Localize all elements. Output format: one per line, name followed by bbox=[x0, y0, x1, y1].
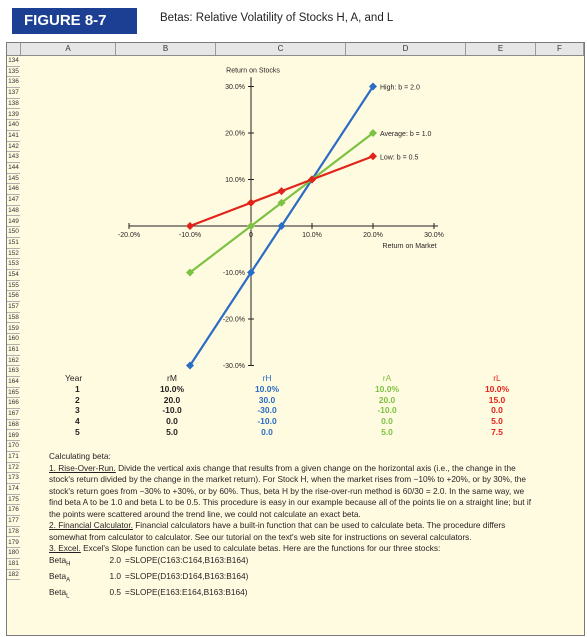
table-year: 5 bbox=[75, 426, 80, 437]
year-header: Year bbox=[65, 373, 83, 383]
row-header[interactable]: 181 bbox=[7, 559, 20, 570]
table-header: rA bbox=[382, 373, 392, 383]
beta-row bbox=[49, 587, 539, 603]
row-header[interactable]: 156 bbox=[7, 291, 20, 302]
row-header[interactable]: 162 bbox=[7, 356, 20, 367]
beta-formulas bbox=[49, 555, 539, 603]
step-3-text: Excel's Slope function can be used to calculate betas. Here are the functions for our three stocks: bbox=[80, 543, 441, 553]
row-header[interactable]: 174 bbox=[7, 484, 20, 495]
x-tick-label: 0 bbox=[249, 232, 253, 239]
row-header[interactable]: 137 bbox=[7, 88, 20, 99]
table-cell: 10.0% bbox=[254, 384, 280, 394]
table-cell: 20.0 bbox=[163, 394, 181, 405]
column-header-b[interactable]: B bbox=[116, 43, 216, 55]
row-header[interactable]: 142 bbox=[7, 142, 20, 153]
x-tick-label: 30.0% bbox=[424, 232, 444, 239]
beta-value: 1.0 bbox=[109, 570, 121, 581]
table-cell: -30.0 bbox=[257, 405, 277, 416]
beta-value: 0.5 bbox=[109, 586, 121, 597]
column-header-c[interactable]: C bbox=[216, 43, 346, 55]
calc-step-2 bbox=[49, 520, 539, 543]
table-cell: 7.5 bbox=[491, 426, 503, 437]
row-header[interactable]: 150 bbox=[7, 227, 20, 238]
row-header[interactable]: 143 bbox=[7, 152, 20, 163]
row-header[interactable]: 161 bbox=[7, 345, 20, 356]
table-cell: 0.0 bbox=[166, 416, 178, 427]
beta-chart bbox=[21, 56, 583, 370]
row-header[interactable]: 159 bbox=[7, 324, 20, 335]
row-header[interactable]: 146 bbox=[7, 184, 20, 195]
table-cell: 10.0% bbox=[159, 384, 185, 394]
row-header[interactable]: 180 bbox=[7, 548, 20, 559]
data-point bbox=[186, 222, 194, 230]
row-header[interactable]: 139 bbox=[7, 110, 20, 121]
beta-value: 2.0 bbox=[109, 554, 121, 565]
table-cell: 0.0 bbox=[381, 416, 393, 427]
figure-tag: FIGURE 8-7 bbox=[12, 8, 137, 34]
row-header[interactable]: 138 bbox=[7, 99, 20, 110]
beta-label: Beta$_H$ bbox=[49, 554, 71, 568]
calc-heading: Calculating beta: bbox=[49, 451, 111, 461]
row-header[interactable]: 178 bbox=[7, 527, 20, 538]
series-label: Low: b = 0.5 bbox=[380, 154, 419, 162]
data-point bbox=[278, 187, 286, 195]
row-header[interactable]: 160 bbox=[7, 334, 20, 345]
x-axis-title: Return on Market bbox=[382, 243, 437, 250]
table-cell: 5.0 bbox=[381, 426, 393, 437]
series-label: High: b = 2.0 bbox=[380, 84, 420, 92]
table-header: rM bbox=[167, 373, 177, 383]
row-header[interactable]: 141 bbox=[7, 131, 20, 142]
figure-caption: Betas: Relative Volatility of Stocks H, A, and L bbox=[160, 12, 394, 24]
row-header[interactable]: 149 bbox=[7, 217, 20, 228]
row-header[interactable]: 170 bbox=[7, 441, 20, 452]
row-header[interactable]: 176 bbox=[7, 505, 20, 516]
x-tick-label: 10.0% bbox=[302, 232, 322, 239]
y-tick-label: -30.0% bbox=[222, 363, 245, 370]
row-header[interactable]: 163 bbox=[7, 366, 20, 377]
beta-row bbox=[49, 571, 539, 587]
series-label: Average: b = 1.0 bbox=[380, 131, 432, 138]
beta-label: Beta$_A$ bbox=[49, 570, 71, 584]
row-header[interactable]: 136 bbox=[7, 77, 20, 88]
table-cell: 0.0 bbox=[261, 426, 273, 437]
beta-formula: =SLOPE(E163:E164,B163:B164) bbox=[125, 586, 248, 597]
chart-area bbox=[21, 56, 583, 370]
table-year: 1 bbox=[75, 384, 80, 394]
table-year: 4 bbox=[75, 416, 80, 427]
row-header[interactable]: 134 bbox=[7, 56, 20, 67]
row-header[interactable]: 172 bbox=[7, 463, 20, 474]
step-2-text: Financial calculators have a built-in function that can be used to calculate beta. The procedure differs somewhat from calculator to calculator. See our tutorial on the text's web site for instructions on several calculators. bbox=[49, 520, 506, 542]
y-tick-label: 10.0% bbox=[225, 177, 245, 184]
table-cell: 15.0 bbox=[488, 394, 506, 405]
beta-label: Beta$_L$ bbox=[49, 586, 70, 600]
table-cell: 5.0 bbox=[491, 416, 503, 427]
row-header[interactable]: 167 bbox=[7, 409, 20, 420]
row-header[interactable]: 151 bbox=[7, 238, 20, 249]
table-header: rL bbox=[493, 373, 501, 383]
row-header[interactable]: 147 bbox=[7, 195, 20, 206]
table-header: rH bbox=[262, 373, 272, 383]
calc-step-3 bbox=[49, 543, 539, 555]
y-tick-label: -20.0% bbox=[222, 316, 245, 324]
table-cell: 5.0 bbox=[166, 426, 178, 437]
row-header[interactable]: 164 bbox=[7, 377, 20, 388]
row-header[interactable]: 140 bbox=[7, 120, 20, 131]
row-header[interactable]: 148 bbox=[7, 206, 20, 217]
table-cell: 30.0 bbox=[258, 394, 276, 405]
row-header[interactable]: 153 bbox=[7, 259, 20, 270]
row-header[interactable]: 155 bbox=[7, 281, 20, 292]
row-header[interactable]: 165 bbox=[7, 388, 20, 399]
row-header[interactable]: 157 bbox=[7, 302, 20, 313]
y-tick-label: 30.0% bbox=[225, 84, 245, 91]
table-cell: -10.0 bbox=[162, 405, 182, 416]
x-tick-label: -20.0% bbox=[117, 232, 141, 239]
table-cell: -10.0 bbox=[377, 405, 397, 416]
data-point bbox=[247, 199, 255, 207]
row-header[interactable]: 166 bbox=[7, 398, 20, 409]
row-header[interactable]: 154 bbox=[7, 270, 20, 281]
table-cell: 10.0% bbox=[374, 384, 400, 394]
row-header[interactable]: 169 bbox=[7, 431, 20, 442]
step-1-text: Divide the vertical axis change that results from a given change on the horizontal axis (i.e., the change in the stock's return divided by the change in the market return). For Stock H, when the market rises from −10% to +20%, or by 30%, the stock's return goes from −30% to +30%, or by 60%. Thus, beta H by the rise-over-run method is 60/30 = 2.0. In the same way, we find beta A to be 1.0 and beta L to be 0.5. This procedure is easy in our example because all of the points lie on a straight line; but if the points were scattered around the trend line, we could not calculate an exact beta. bbox=[49, 462, 531, 519]
row-header[interactable]: 177 bbox=[7, 516, 20, 527]
data-point bbox=[369, 152, 377, 160]
step-3-label: 3. Excel. bbox=[49, 543, 81, 553]
y-tick-label: -10.0% bbox=[222, 270, 245, 277]
corner-cell[interactable] bbox=[7, 43, 21, 55]
spreadsheet bbox=[6, 42, 585, 636]
y-tick-label: 20.0% bbox=[225, 130, 245, 138]
column-header-a[interactable]: A bbox=[21, 43, 116, 55]
chart-title: Return on Stocks bbox=[226, 67, 280, 75]
row-header[interactable]: 173 bbox=[7, 473, 20, 484]
table-year: 3 bbox=[75, 405, 80, 416]
row-header[interactable]: 144 bbox=[7, 163, 20, 174]
step-1-label: 1. Rise-Over-Run. bbox=[49, 462, 116, 473]
column-header-e[interactable]: E bbox=[466, 43, 536, 55]
beta-formula: =SLOPE(D163:D164,B163:B164) bbox=[125, 570, 249, 581]
beta-row bbox=[49, 555, 539, 571]
row-header[interactable]: 158 bbox=[7, 313, 20, 324]
column-header-f[interactable]: F bbox=[536, 43, 584, 55]
x-tick-label: 20.0% bbox=[363, 232, 383, 239]
row-header[interactable]: 145 bbox=[7, 174, 20, 185]
row-header[interactable]: 152 bbox=[7, 249, 20, 260]
row-header[interactable]: 168 bbox=[7, 420, 20, 431]
table-cell: -10.0 bbox=[257, 416, 277, 427]
row-header[interactable]: 171 bbox=[7, 452, 20, 463]
column-headers bbox=[7, 43, 584, 56]
row-header[interactable]: 179 bbox=[7, 538, 20, 549]
step-2-label: 2. Financial Calculator. bbox=[49, 520, 133, 530]
figure-header bbox=[0, 0, 587, 40]
row-header[interactable]: 135 bbox=[7, 67, 20, 78]
table-year: 2 bbox=[75, 394, 80, 405]
row-header[interactable]: 175 bbox=[7, 495, 20, 506]
calculation-notes bbox=[49, 451, 539, 603]
x-tick-label: -10.0% bbox=[178, 232, 202, 239]
beta-formula: =SLOPE(C163:C164,B163:B164) bbox=[125, 554, 249, 565]
table-cell: 0.0 bbox=[491, 405, 503, 416]
row-header[interactable]: 182 bbox=[7, 570, 20, 581]
column-header-d[interactable]: D bbox=[346, 43, 466, 55]
table-cell: 20.0 bbox=[378, 394, 396, 405]
calc-step-1 bbox=[49, 463, 539, 521]
table-cell: 10.0% bbox=[484, 384, 510, 394]
